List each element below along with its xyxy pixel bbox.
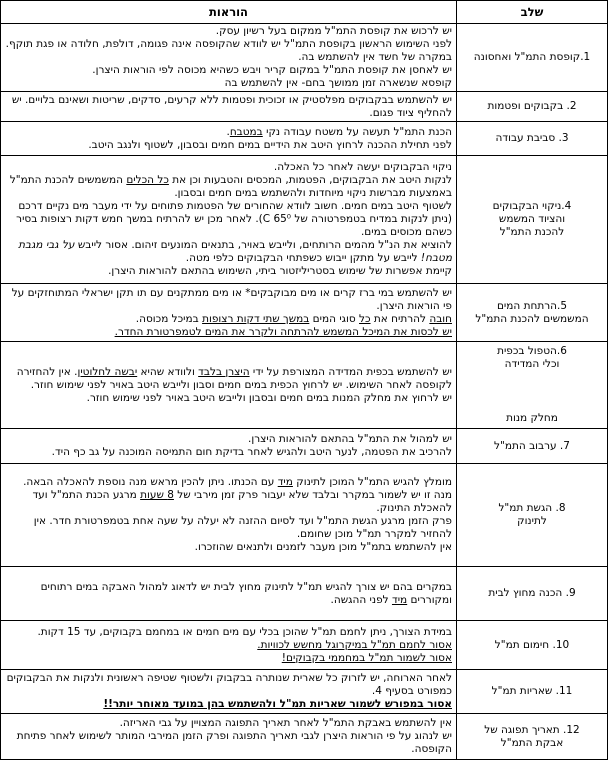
step-label: לתינוק [517,515,547,527]
instructions-cell [1,24,457,92]
table-row [1,122,608,156]
instructions-cell [1,567,457,621]
instruction-paragraph: מומלץ להגיש התמ"ל המוכן לתינוק מיד עם הכנתו. ניתן להכין מראש מנה נוספת להאכלה הבאה. מנה זו יש לשמור במקרר ובלבד שלא יעבור פרק זמן מירבי של 8 שעות מרגע הכנת התמ"ל ועד להאכלת התינוק. [23,476,452,514]
step-cell [457,670,608,714]
instructions-cell [1,670,457,714]
instruction-paragraph: יש להשתמש בבקבוקים מפלסטיק או זכוכית ופטמות ללא קרעים, סדקים, שריטות ושאינם בלויים. יש להחליף ציוד פגום. [11,93,452,119]
header-row [1,1,608,24]
instruction-paragraph: לפני השימוש הראשון בקופסת התמ"ל יש לוודא שהקופסה אינה פגומה, דולפת, חלודה או פגת תוקף. [5,38,452,50]
instruction-paragraph: לאחר הארוחה, יש לזרוק כל שארית שנותרה בבקבוק ולשטוף שטיפה ראשונית ולנקות את הבקבוקים כמפורט בסעיף 4. [6,672,452,697]
step-label: 4.ניקוי הבקבוקים [492,200,572,212]
step-label: 8. הגשת תמ"ל [498,502,566,514]
instruction-paragraph: יש למהול את התמ"ל בהתאם להוראות היצרן. [248,433,452,445]
instruction-paragraph: יש לנהוג על פי הוראות היצרן לגבי תאריך התפוגה ופרק הזמן המירבי המותר לשימוש לאחר פתיחת הקופסה. [16,730,452,755]
instruction-paragraph: יש לכסות את המיכל המשמש להרתחה ולקרר את המים לטמפרטורת החדר. [114,325,452,338]
step-cell [457,567,608,621]
step-label: להכנת התמ"ל [499,226,565,238]
step-cell [457,429,608,464]
step-label: 1.קופסת התמ"ל ואחסונה [473,51,591,63]
step-label: 12. תאריך תפוגה של [484,723,580,736]
step-label: 9. הכנה מחוץ לבית [488,587,576,599]
table-row [1,342,608,429]
instruction-paragraph: במקרה של חשד אין להשתמש בה. [298,51,452,63]
table-row [1,24,608,92]
instruction-paragraph: יש לרכוש את קופסת התמ"ל ממקום בעל רשיון עסק. [215,25,452,37]
table-row [1,464,608,567]
instruction-paragraph: אין להשתמש באבקת התמ"ל לאחר תאריך התפוגה המצויין על גבי האריזה. [119,717,452,729]
instructions-cell [1,156,457,284]
instruction-paragraph: אסור לשמור תמ"ל במחממי בקבוקים! [281,651,452,664]
table-row [1,156,608,284]
step-label: המשמשים להכנת התמ"ל [475,312,589,325]
step-label: וכלי המדידה [504,358,560,370]
step-cell [457,464,608,567]
instruction-paragraph: אין להשתמש בתמ"ל מוכן מעבר לזמנים ולתנאים שהוזכרו. [194,541,452,553]
step-cell [457,92,608,122]
instructions-cell [1,122,457,156]
step-label: 2. בקבוקים ופטמות [487,100,577,112]
table-row [1,92,608,122]
instruction-paragraph: להרכיב את הפטמה, לנער היטב ולהגיש לאחר בדיקת חום התמיסה המוכנה על גב כף היד. [51,446,452,458]
instructions-cell [1,342,457,429]
instruction-paragraph: יש לאחסן את קופסת התמ"ל במקום קריר ויבש כשהיא מכוסה לפי הוראות היצרן. [92,64,452,76]
instruction-paragraph: לשטוף היטב במים חמים. חשוב לוודא שהחורים של הפטמות פתוחים על ידי מעבר מים נקיים דרכם (ניתן לנקות במדיח בטמפרטורה של 65⁰ C). לאחר מכן יש להרתיח במשך חמש דקות רצופות בסיר כשהם מכוסים במים. [16,200,452,238]
instructions-cell [1,284,457,342]
step-label: והציוד המשמש [498,213,566,225]
instruction-paragraph: פרק הזמן מרגע הגשת התמ"ל ועד לסיום ההזנה לא יעלה על שעה אחת בטמפרטורת חדר. אין להחזיר למקרר תמ"ל מוכן שחומם. [33,515,452,540]
instruction-paragraph: קיימת אפשרות של שימוש בסטריליזטור ביתי, השימוש בהתאם להוראות היצרן. [108,265,452,277]
step-cell [457,621,608,670]
instruction-paragraph: במקרים בהם יש צורך להגיש תמ"ל לתינוק מחוץ לבית יש לדאוג למהול האבקה במים רתוחים ומקוררים מיד לפני ההגשה. [40,580,452,606]
instruction-paragraph: אסור לחמם תמ"ל במיקרוגל מחשש לכוויות. [257,638,452,651]
instructions-cell [1,464,457,567]
instruction-paragraph: יש לרחוץ את מחלק המנות במים חמים ובסבון ולייבש היטב באויר לפני שימוש חוזר. [86,391,452,404]
step-sublabel: מחלק מנות [506,412,558,424]
instruction-paragraph: במידת הצורך, ניתן לחמם תמ"ל שהוכן בכלי עם מים חמים או במחמם בקבוקים, עד 15 דקות. [37,625,452,638]
step-cell [457,284,608,342]
step-label: 5.הרתחת המים [496,299,568,312]
instructions-column-header: הוראות [1,1,457,24]
instruction-paragraph: ניקוי הבקבוקים יעשה לאחר כל האכלה. [273,161,452,173]
instruction-paragraph: לנקות היטב את הבקבוקים, הפטמות, המכסים והטבעות וכן את כל הכלים המשמשים להכנת התמ"ל באמצעות מברשות ניקוי מיוחדות ולהשתמש במים חמים ובסבון. [9,174,452,199]
table-row [1,567,608,621]
step-label: 7. ערבוב התמ"ל [494,439,570,452]
table-row [1,621,608,670]
table-row [1,670,608,714]
step-cell [457,342,608,429]
table-row [1,429,608,464]
step-label: אבקת התמ"ל [500,736,564,749]
table-body [1,24,608,760]
step-label: 3. סביבת עבודה [495,132,569,144]
instructions-cell [1,92,457,122]
table-row [1,714,608,760]
step-cell [457,714,608,760]
instruction-paragraph: יש להשתמש במי ברז קרים או מים מבוקבקים* או מים ממתקנים עם תו תקן ישראלי המתוחזקים על פי הוראות היצרן. [11,286,452,312]
instruction-paragraph: להוציא את הנ"ל מהמים הרותחים, ולייבש באויר, בתנאים המונעים זיהום. אסור לייבש על גבי מגבת מטבח! לייבש על מתקן ייבוש כשפתחי הבקבוקים כלפי מטה. [18,239,452,264]
instruction-paragraph: אסור במפורש לשמור שאריות תמ"ל ולהשתמש בהן במועד מאוחר יותר!! [103,698,452,710]
instruction-paragraph: הכנת התמ"ל תעשה על משטח עבודה נקי במטבח. [226,125,452,138]
step-cell [457,122,608,156]
step-label: 10. חימום תמ"ל [494,638,570,651]
step-label: 11. שאריות תמ"ל [491,685,573,697]
step-column-header: שלב [457,1,608,24]
instruction-paragraph: יש להשתמש בכפית המדידה המצורפת על ידי היצרן בלבד ולוודא שהיא יבשה לחלוטין. אין להחזירה לקופסה לאחר השימוש. יש לרחוץ הכפית במים חמים וסבון ולייבש היטב באויר לפני שימוש חוזר. [16,365,452,391]
instruction-paragraph: חובה להרתיח את כל סוגי המים במשך שתי דקות רצופות במיכל מכוסה. [135,312,452,325]
step-label: 6.הטפול בכפית [497,345,567,357]
instruction-paragraph: לפני תחילת ההכנה לרחוץ היטב את הידיים במים חמים ובסבון, לשטוף ולנגב היטב. [88,138,452,151]
instructions-cell [1,621,457,670]
instructions-cell [1,714,457,760]
step-cell [457,156,608,284]
instruction-paragraph: קופסא שנשארה זמן ממושך בחם- אין להשתמש בה [224,77,452,89]
step-cell [457,24,608,92]
table-row [1,284,608,342]
instructions-cell [1,429,457,464]
